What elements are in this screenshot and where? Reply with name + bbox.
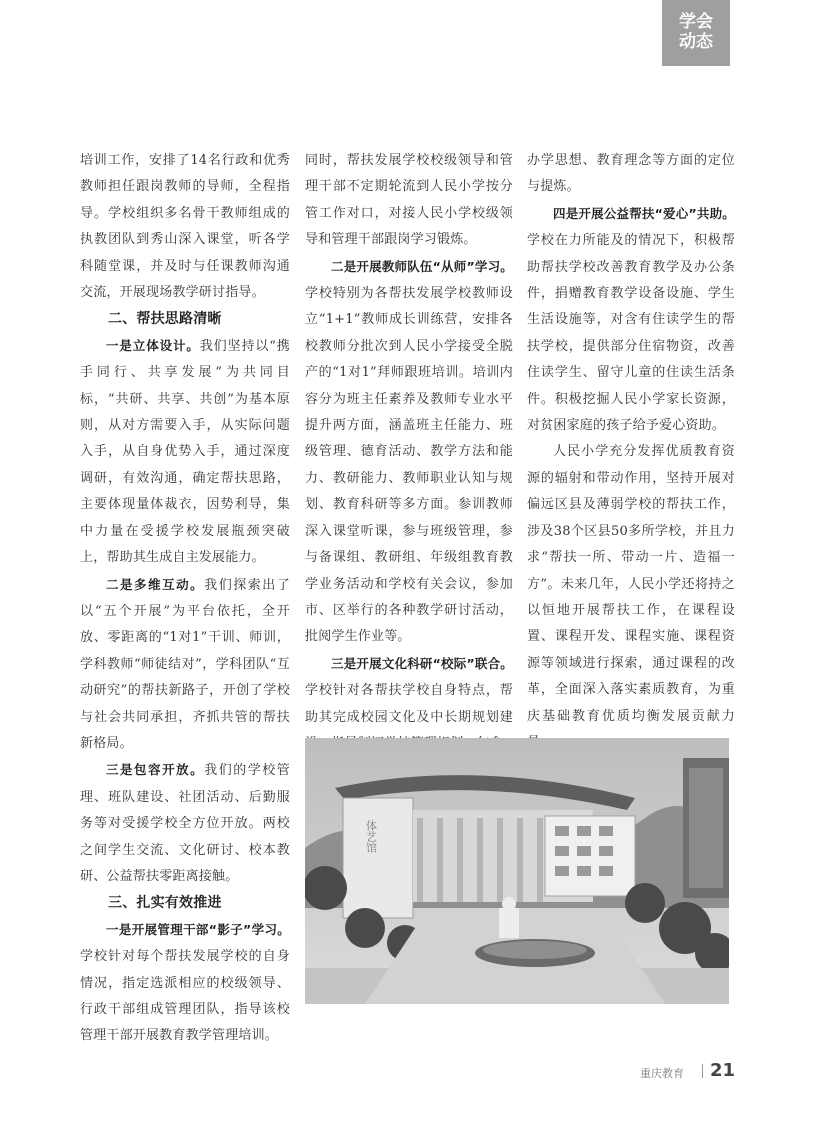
lead-open: 三是包容开放。 [106, 762, 205, 778]
page-number: 21 [710, 1060, 736, 1081]
lead-design: 一是立体设计。 [106, 337, 200, 353]
paragraph: 同时，帮扶发展学校校级领导和管理干部不定期轮流到人民小学按分管工作对口，对接人民小学校级领导和管理干部跟岗学习锻炼。 [305, 153, 513, 248]
lead-charity: 四是开展公益帮扶“爱心”共助。 [553, 205, 735, 221]
heading-advance: 三、扎实有效推进 [108, 895, 222, 912]
paragraph-open [80, 757, 290, 890]
magazine-name: 重庆教育 [640, 1067, 684, 1080]
body-open: 我们的学校管理、班队建设、社团活动、后勤服务等对受援学校全方位开放。两校之间学生交流、文化研讨、校本教研、公益帮扶零距离接触。 [80, 763, 290, 884]
section-tab-line1: 学会 [679, 12, 713, 32]
column-1 [80, 148, 290, 1050]
section-tab [662, 0, 730, 66]
paragraph-teacher [305, 254, 513, 651]
page-footer [640, 1060, 740, 1084]
paragraph-conclusion: 人民小学充分发挥优质教育资源的辐射和带动作用，坚持开展对偏远区县及薄弱学校的帮扶工作，涉及38个区县50多所学校，并且力求“帮扶一所、带动一片、造福一方”。未来几年，人民小学还将持之以恒地开展帮扶工作，在课程设置、课程开发、课程实施、课程资源等领域进行探索，通过课程的改革，全面深入落实素质教育，为重庆基础教育优质均衡发展贡献力 [527, 444, 735, 724]
lead-teacher: 二是开展教师队伍“从师”学习。 [331, 258, 513, 274]
body-teacher: 学校特别为各帮扶发展学校教师设立“1+1”教师成长训练营，安排各校教师分批次到人民小学接受全脱产的“1对1”拜师跟班培训。培训内容分为班主任素养及教师专业水平提升两方面，涵盖班主任能力、班级管理、德育活动、教学方法和能力、教研能力、教师职业认知与规划、教育科研等多方面。参训教师深入课堂听课，参与班级管理，参与备课组、教研组、年级组教育教学业务活动和学校有关会议，参加市、区举行的各种教学研讨活动，批阅学生作业等。 [305, 286, 513, 645]
lead-interact: 二是多维互动。 [106, 576, 205, 592]
body-interact: 我们探索出了以“五个开展”为平台依托，全开放、零距离的“1对1”干训、师训，学科教师“师徒结对”，学科团队“互动研究”的帮扶新路子，开创了学校与社会共同承担，齐抓共管的帮扶新格局。 [80, 577, 290, 751]
column-2 [305, 148, 513, 757]
body-shadow: 学校针对每个帮扶发展学校的自身情况，指定选派相应的校级领导、行政干部组成管理团队，指导该校管理干部开展教育教学管理培训。 [80, 949, 290, 1044]
footer-divider [702, 1064, 703, 1078]
lead-culture: 三是开展文化科研“校际”联合。 [331, 655, 513, 671]
paragraph-interact [80, 572, 290, 758]
school-building-photo [305, 738, 729, 1004]
paragraph: 培训工作，安排了14名行政和优秀教师担任跟岗教师的导师，全程指导。学校组织多名骨干教师组成的执教团队到秀山深入课堂，听各学科随堂课，并及时与任课教师沟通交流，开展现场教学研讨指导。 [80, 153, 290, 301]
paragraph-design [80, 333, 290, 572]
body-culture: 学校针对各帮扶学校自身特点，帮助其完成校园文化及中长期规划建 [305, 683, 513, 725]
photo-building-sign: 体艺馆 [364, 820, 378, 853]
body-design: 我们坚持以“携手同行、共享发展”为共同目标，“共研、共享、共创”为基本原则，从对方需要入手，从实际问题入手，从自身优势入手，通过深度调研，有效沟通，确定帮扶思路，主要体现量体裁衣，因势利导，集中力量在受援学校发展瓶颈突破上，帮助其生成自主发展能力。 [80, 338, 291, 566]
heading-help-ideas: 二、帮扶思路清晰 [108, 311, 222, 328]
column-3 [527, 148, 735, 756]
paragraph: 办学思想、教育理念等方面的定位与提炼。 [527, 153, 735, 195]
lead-shadow: 一是开展管理干部“影子”学习。 [106, 921, 290, 937]
section-tab-line2: 动态 [679, 32, 713, 52]
paragraph-shadow [80, 917, 290, 1050]
body-charity: 学校在力所能及的情况下，积极帮助帮扶学校改善教育教学及办公条件，捐赠教育教学设备设施、学生生活设施等，对含有住读学生的帮扶学校，提供部分住宿物资，改善住读学生、留守儿童的住读生活条件。积极挖掘人民小学家长资源，对贫困家庭的孩子给予爱心资助。 [527, 233, 735, 434]
paragraph-charity [527, 201, 735, 440]
